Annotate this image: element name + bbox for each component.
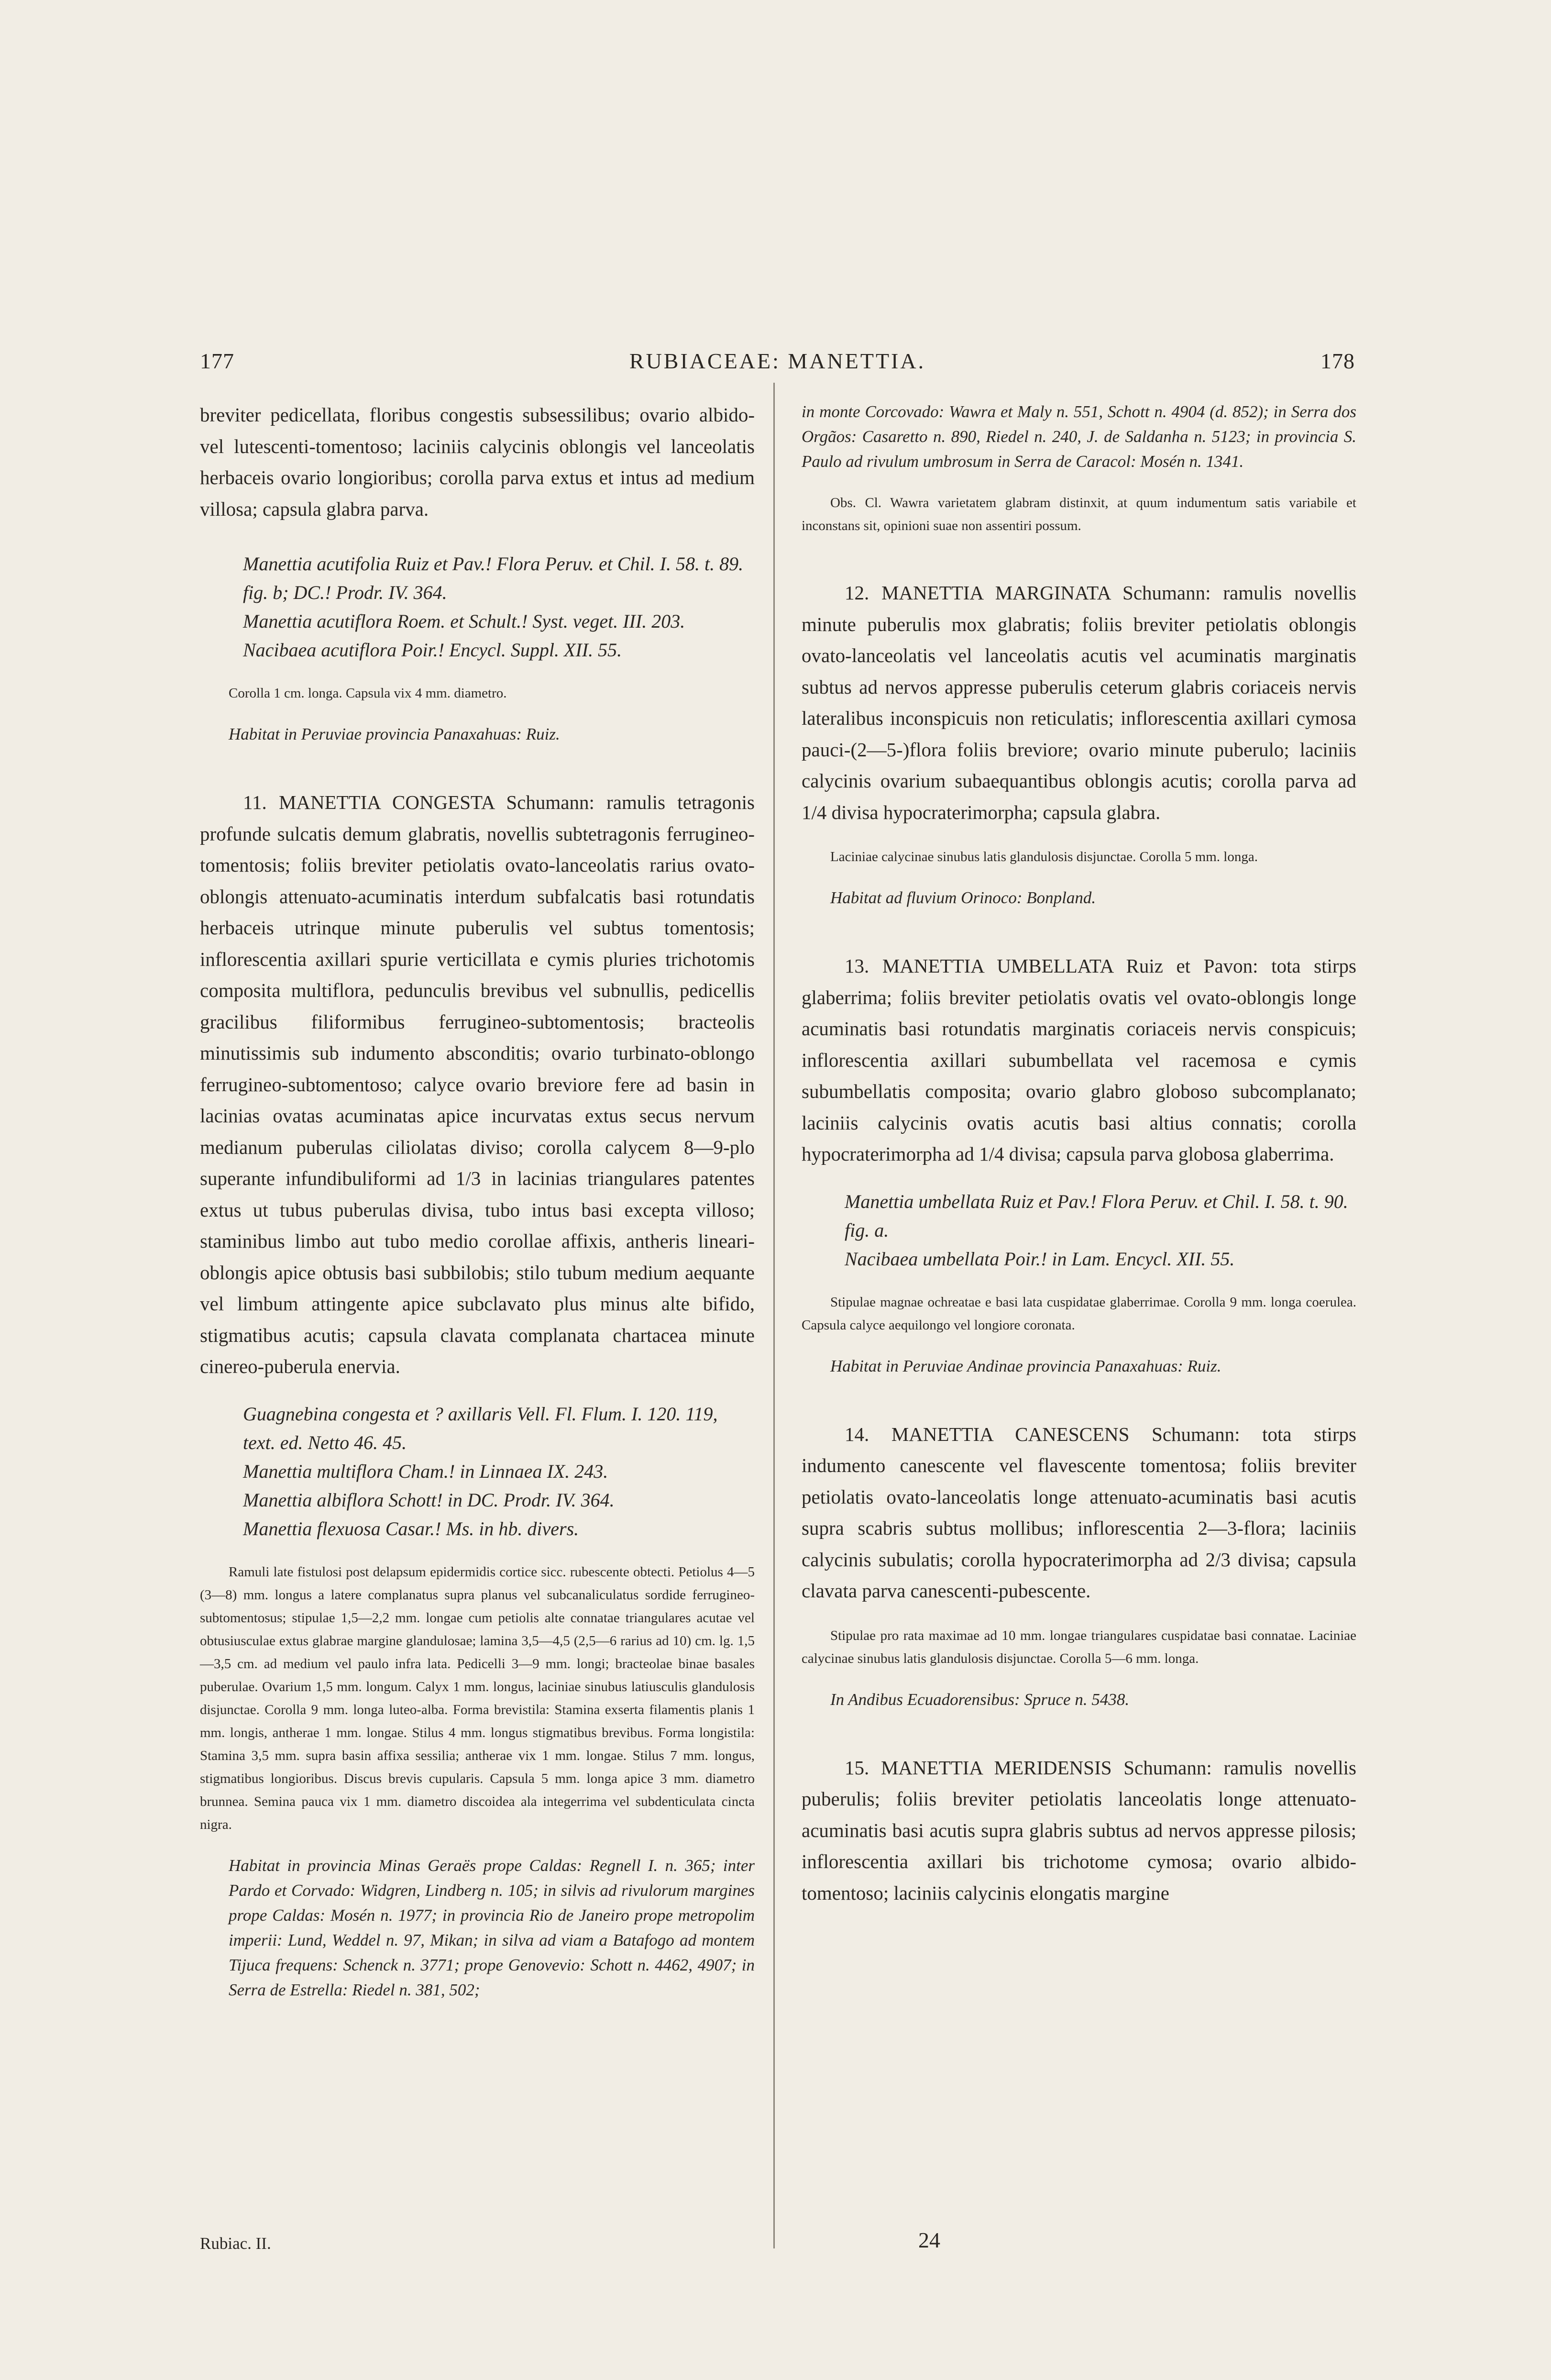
synonym: Nacibaea umbellata Poir.! in Lam. Encycl. XII. 55. (845, 1248, 1235, 1270)
synonym: Manettia acutiflora Roem. et Schult.! Syst. veget. III. 203. (243, 610, 685, 632)
habitat-note: Habitat ad fluvium Orinoco: Bonpland. (830, 888, 1096, 907)
habitat-continuation: in monte Corcovado: Wawra et Maly n. 551, Schott n. 4904 (d. 852); in Serra dos Orgãos: Casaretto n. 890, Riedel n. 240, J. de Saldanha n. 5123; in provincia S. Paulo ad rivulum umbrosum in Serra de Caracol: Mosén n. 1341. (802, 402, 1356, 471)
synonym: Manettia multiflora Cham.! in Linnaea IX. 243. (243, 1460, 608, 1482)
description-note: Corolla 1 cm. longa. Capsula vix 4 mm. diametro. (229, 686, 507, 701)
synonym: Manettia umbellata Ruiz et Pav.! Flora Peruv. et Chil. I. 58. t. 90. fig. a. (845, 1190, 1348, 1241)
description-note: Stipulae pro rata maximae ad 10 mm. longae triangulares cuspidatae basi connatae. Laciniae calycinae sinubus latis glandulosis disjunctae. Corolla 5—6 mm. longa. (802, 1627, 1356, 1666)
habitat-note: Habitat in provincia Minas Geraës prope Caldas: Regnell I. n. 365; inter Pardo et Corvado: Widgren, Lindberg n. 105; in silvis ad rivulorum margines prope Caldas: Mosén n. 1977; in provincia Rio de Janeiro prope metropolim imperii: Lund, Weddel n. 97, Mikan; in silva ad viam a Batafogo ad montem Tijuca frequens: Schenck n. 3771; prope Genovevio: Schott n. 4462, 4907; in Serra de Estrella: Riedel n. 381, 502; (229, 1856, 755, 1999)
page-number-left: 177 (200, 349, 234, 373)
habitat-note: Habitat in Peruviae provincia Panaxahuas: Ruiz. (229, 725, 560, 743)
signature-mark: Rubiac. II. (200, 2234, 271, 2253)
synonym: Manettia acutifolia Ruiz et Pav.! Flora Peruv. et Chil. I. 58. t. 89. fig. b; DC.! Prodr. IV. 364. (243, 553, 744, 603)
right-column (802, 399, 1356, 1909)
species-11-entry: 11. MANETTIA CONGESTA Schumann: ramulis tetragonis profunde sulcatis demum glabratis, novellis subtetragonis ferrugineo-tomentosis; foliis breviter petiolatis ovato-lanceolatis rarius ovato-oblongis attenuato-acuminatis interdum subfalcatis basi rotundatis herbaceis utrinque minute puberulis vel subtus tomentosis; inflorescentia axillari spurie verticillata e cymis pluries trichotomis composita multiflora, pedunculis brevibus vel subnullis, pedicellis gracilibus filiformibus ferrugineo-subtomentosis; bracteolis minutissimis sub indumento absconditis; ovario turbinato-oblongo ferrugineo-subtomentoso; calyce ovario breviore fere ad basin in lacinias ovatas acuminatas apice incurvatas extus secus nervum medianum puberulas ciliolatas diviso; corolla calycem 8—9-plo superante infundibuliformi ad 1/3 in lacinias triangulares patentes extus ut tubus puberulas divisa, tubo intus basi excepta villoso; staminibus limbo aut tubo medio corollae affixis, antheris lineari-oblongis apice obtusis basi subbilobis; stilo tubum medium aequante vel limbum attingente apice subclavato plus minus alte bifido, stigmatibus acutis; capsula clavata complanata chartacea minute cinereo-puberula enervia. (200, 791, 755, 1377)
observation-note: Obs. Cl. Wawra varietatem glabram distinxit, at quum indumentum satis variabile et inconstans sit, opinioni suae non assentiri possum. (802, 495, 1356, 533)
page-number-right: 178 (1320, 349, 1355, 373)
description-note: Stipulae magnae ochreatae e basi lata cuspidatae glaberrimae. Corolla 9 mm. longa coerulea. Capsula calyce aequilongo vel longiore coronata. (802, 1294, 1356, 1333)
running-title: RUBIACEAE: MANETTIA. (629, 349, 926, 373)
synonym: Manettia flexuosa Casar.! Ms. in hb. divers. (243, 1517, 579, 1539)
habitat-note: In Andibus Ecuadorensibus: Spruce n. 5438. (830, 1690, 1130, 1709)
description-note: Ramuli late fistulosi post delapsum epidermidis cortice sicc. rubescente obtecti. Petiolus 4—5 (3—8) mm. longus a latere complanatus supra planus vel subcanaliculatus sordide ferrugineo-subtomentosus; stipulae 1,5—2,2 mm. longae cum petiolis alte connatae triangulares acutae vel obtusiusculae extus glabrae margine glandulosae; lamina 3,5—4,5 (2,5—6 rarius ad 10) cm. lg. 1,5—3,5 cm. ad medium vel paulo infra lata. Pedicelli 3—9 mm. longi; bracteolae binae basales puberulae. Ovarium 1,5 mm. longum. Calyx 1 mm. longus, laciniae sinubus latiusculis glandulosis disjunctae. Corolla 9 mm. longa luteo-alba. Forma brevistila: Stamina exserta filamentis planis 1 mm. longis, antherae 1 mm. longae. Stilus 4 mm. longus stigmatibus brevibus. Forma longistila: Stamina 3,5 mm. supra basin affixa sessilia; antherae vix 1 mm. longae. Stilus 7 mm. longus, stigmatibus longioribus. Discus brevis cupularis. Capsula 5 mm. longa apice 3 mm. diametro brunnea. Semina pauca vix 1 mm. diametro discoidea ala integerrima vel subdenticulata cincta nigra. (200, 1564, 755, 1832)
sheet-number: 24 (918, 2228, 940, 2252)
left-column (200, 399, 755, 2003)
habitat-note: Habitat in Peruviae Andinae provincia Panaxahuas: Ruiz. (830, 1356, 1221, 1375)
species-15-entry: 15. MANETTIA MERIDENSIS Schumann: ramulis novellis puberulis; foliis breviter petiolatis lanceolatis longe attenuato-acuminatis basi acutis supra glabris subtus ad nervos appresse pilosis; inflorescentia axillari bis trichotome cymosa; ovario albido-tomentoso; laciniis calycinis elongatis margine (802, 1756, 1356, 1904)
synonym: Manettia albiflora Schott! in DC. Prodr. IV. 364. (243, 1489, 615, 1511)
species-12-entry: 12. MANETTIA MARGINATA Schumann: ramulis novellis minute puberulis mox glabratis; foliis breviter petiolatis oblongis ovato-lanceolatis vel lanceolatis acutis vel acuminatis marginatis subtus ad nervos appresse puberulis ceterum glabris coriaceis nervis lateralibus inconspicuis non reticulatis; inflorescentia axillari cymosa pauci-(2—5-)flora foliis breviore; ovario minute puberulo; laciniis calycinis ovarium subaequantibus oblongis acutis; corolla parva ad 1/4 divisa hypocraterimorpha; capsula glabra. (802, 582, 1356, 823)
column-divider (773, 383, 777, 2248)
species-14-entry: 14. MANETTIA CANESCENS Schumann: tota stirps indumento canescente vel flavescente tomentosa; foliis breviter petiolatis ovato-lanceolatis longe attenuato-acuminatis basi acutis supra scabris subtus mollibus; inflorescentia 2—3-flora; laciniis calycinis subulatis; corolla hypocraterimorpha ad 2/3 divisa; capsula clavata parva canescenti-pubescente. (802, 1423, 1356, 1602)
intro-paragraph: breviter pedicellata, floribus congestis subsessilibus; ovario albido- vel lutescenti-tomentoso; laciniis calycinis oblongis vel lanceolatis herbaceis ovario longioribus; corolla parva extus et intus ad medium villosa; capsula glabra parva. (200, 404, 755, 520)
description-note: Laciniae calycinae sinubus latis glandulosis disjunctae. Corolla 5 mm. longa. (830, 849, 1258, 864)
running-header (200, 348, 1355, 387)
synonym: Guagnebina congesta et ? axillaris Vell. Fl. Flum. I. 120. 119, text. ed. Netto 46. 45. (243, 1403, 718, 1453)
species-13-entry: 13. MANETTIA UMBELLATA Ruiz et Pavon: tota stirps glaberrima; foliis breviter petiolatis ovatis vel ovato-oblongis longe acuminatis basi rotundatis marginatis coriaceis nervis conspicuis; inflorescentia axillari subumbellata vel racemosa e cymis subumbellatis composita; ovario glabro globoso subcomplanato; laciniis calycinis ovatis acutis basi altius connatis; corolla hypocraterimorpha ad 1/4 divisa; capsula parva globosa glaberrima. (802, 955, 1356, 1165)
synonym: Nacibaea acutiflora Poir.! Encycl. Suppl. XII. 55. (243, 639, 622, 661)
